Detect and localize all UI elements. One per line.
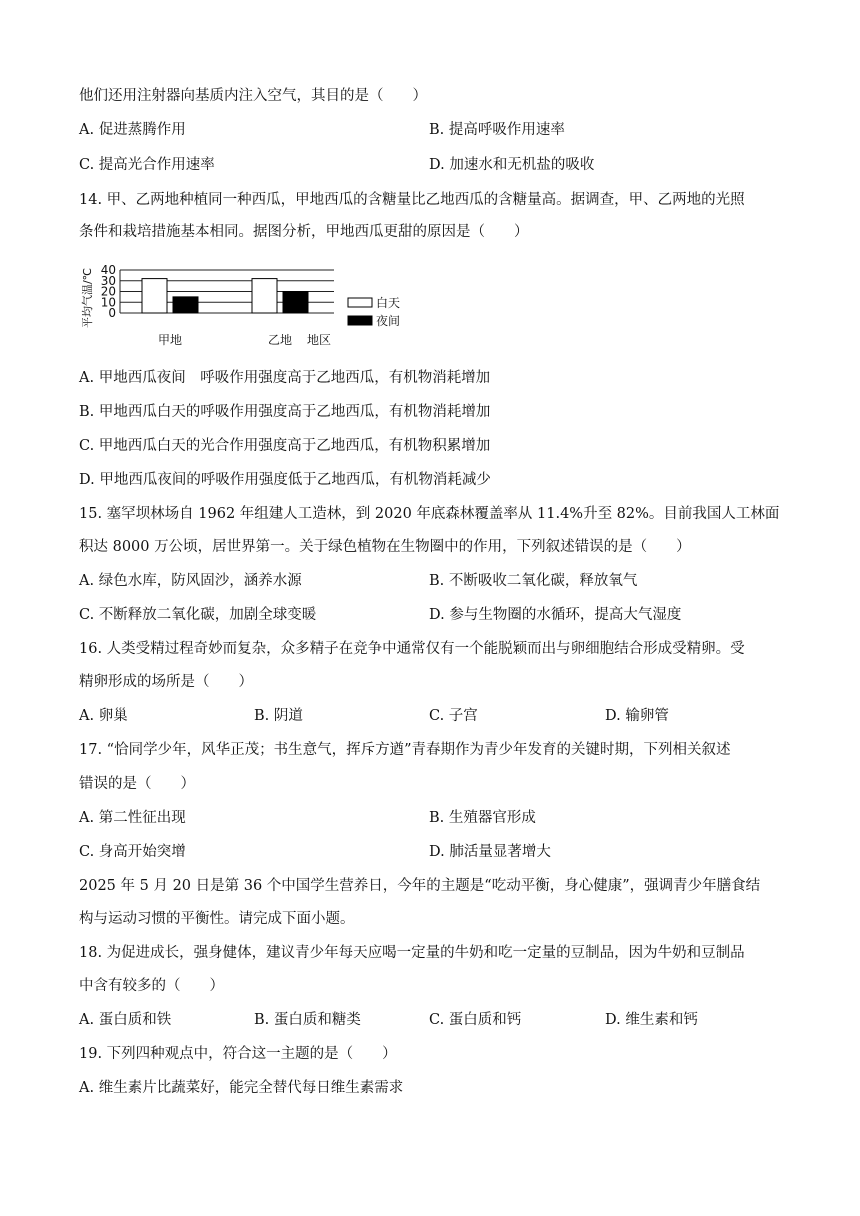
q19-option-a: A. 维生素片比蔬菜好，能完全替代每日维生素需求 (79, 1080, 404, 1096)
q17-option-c: C. 身高开始突增 (79, 844, 186, 860)
x-category-label: 甲地 (157, 333, 183, 347)
x-category-labels (158, 332, 292, 347)
q17-stem-line2: 错误的是（ ） (79, 776, 195, 792)
q18-option-a: A. 蛋白质和铁 (79, 1012, 172, 1028)
q16-stem-line1: 16. 人类受精过程奇妙而复杂，众多精子在竞争中通常仅有一个能脱颖而出与卵细胞结合形成受精卵。受 (79, 641, 745, 657)
intro-line1: 2025 年 5 月 20 日是第 36 个中国学生营养日，今年的主题是“吃动平衡，身心健康”，强调青少年膳食结 (79, 878, 761, 894)
q16-option-a: A. 卵巢 (79, 708, 128, 724)
q19-stem: 19. 下列四种观点中，符合这一主题的是（ ） (79, 1046, 397, 1062)
q13-option-c: C. 提高光合作用速率 (79, 157, 215, 173)
q15-stem-line1: 15. 塞罕坝林场自 1962 年组建人工造林，到 2020 年底森林覆盖率从 11.4%升至 82%。目前我国人工林面 (79, 506, 780, 522)
q17-stem-line1: 17. “恰同学少年，风华正茂；书生意气，挥斥方遒”青春期作为青少年发育的关键时期，下列相关叙述 (79, 742, 731, 758)
q13-option-d: D. 加速水和无机盐的吸收 (429, 157, 595, 173)
bar-白天-乙地 (252, 279, 277, 313)
legend-label: 白天 (376, 296, 401, 310)
intro-line2: 构与运动习惯的平衡性。请完成下面小题。 (79, 911, 355, 927)
q15-option-b: B. 不断吸收二氧化碳，释放氧气 (429, 573, 638, 589)
q15-option-a: A. 绿色水库，防风固沙，涵养水源 (79, 573, 302, 589)
chart-bars (142, 279, 308, 313)
legend-swatch (348, 298, 372, 307)
legend-label: 夜间 (376, 314, 401, 328)
q16-stem-line2: 精卵形成的场所是（ ） (79, 674, 253, 690)
chart-legend (348, 296, 400, 328)
bar-夜间-甲地 (173, 297, 198, 313)
q16-option-b: B. 阴道 (254, 708, 303, 724)
q18-option-b: B. 蛋白质和糖类 (254, 1012, 361, 1028)
y-tick-label: 0 (108, 306, 116, 320)
q18-stem-line1: 18. 为促进成长，强身健体，建议青少年每天应喝一定量的牛奶和吃一定量的豆制品，因为牛奶和豆制品 (79, 945, 745, 961)
x-category-label: 乙地 (267, 333, 293, 347)
q14-stem-line2: 条件和栽培措施基本相同。据图分析，甲地西瓜更甜的原因是（ ） (79, 224, 529, 240)
y-tick-label: 20 (100, 284, 116, 299)
q13-option-a: A. 促进蒸腾作用 (79, 122, 186, 138)
q15-stem-line2: 积达 8000 万公顷，居世界第一。关于绿色植物在生物圈中的作用，下列叙述错误的是（ ） (79, 539, 691, 555)
bar-夜间-乙地 (283, 292, 308, 314)
q18-option-d: D. 维生素和钙 (605, 1012, 698, 1028)
bar-白天-甲地 (142, 279, 167, 313)
q17-option-b: B. 生殖器官形成 (429, 810, 536, 826)
q16-option-d: D. 输卵管 (605, 708, 669, 724)
y-tick-label: 30 (100, 273, 116, 288)
y-tick-labels (101, 263, 116, 320)
q18-stem-line2: 中含有较多的（ ） (79, 978, 224, 994)
x-axis-label: 地区 (307, 333, 332, 347)
q13-option-b: B. 提高呼吸作用速率 (429, 122, 565, 138)
q18-option-c: C. 蛋白质和钙 (429, 1012, 522, 1028)
q17-option-a: A. 第二性征出现 (79, 810, 186, 826)
q13-stem: 他们还用注射器向基质内注入空气，其目的是（ ） (79, 88, 427, 104)
q14-option-d: D. 甲地西瓜夜间的呼吸作用强度低于乙地西瓜，有机物消耗减少 (79, 472, 491, 488)
q14-option-a: A. 甲地西瓜夜间 呼吸作用强度高于乙地西瓜，有机物消耗增加 (79, 370, 491, 386)
q15-option-c: C. 不断释放二氧化碳，加剧全球变暖 (79, 607, 317, 623)
temperature-bar-chart (78, 262, 418, 350)
y-axis-label: 平均气温/℃ (81, 267, 94, 329)
y-tick-label: 10 (100, 295, 116, 310)
q14-stem-line1: 14. 甲、乙两地种植同一种西瓜，甲地西瓜的含糖量比乙地西瓜的含糖量高。据调查，甲、乙两地的光照 (79, 192, 745, 208)
q15-option-d: D. 参与生物圈的水循环，提高大气湿度 (429, 607, 682, 623)
q14-option-c: C. 甲地西瓜白天的光合作用强度高于乙地西瓜，有机物积累增加 (79, 438, 491, 454)
q17-option-d: D. 肺活量显著增大 (429, 844, 551, 860)
legend-swatch (348, 316, 372, 325)
q16-option-c: C. 子宫 (429, 708, 478, 724)
y-tick-label: 40 (100, 263, 116, 277)
q14-option-b: B. 甲地西瓜白天的呼吸作用强度高于乙地西瓜，有机物消耗增加 (79, 404, 491, 420)
